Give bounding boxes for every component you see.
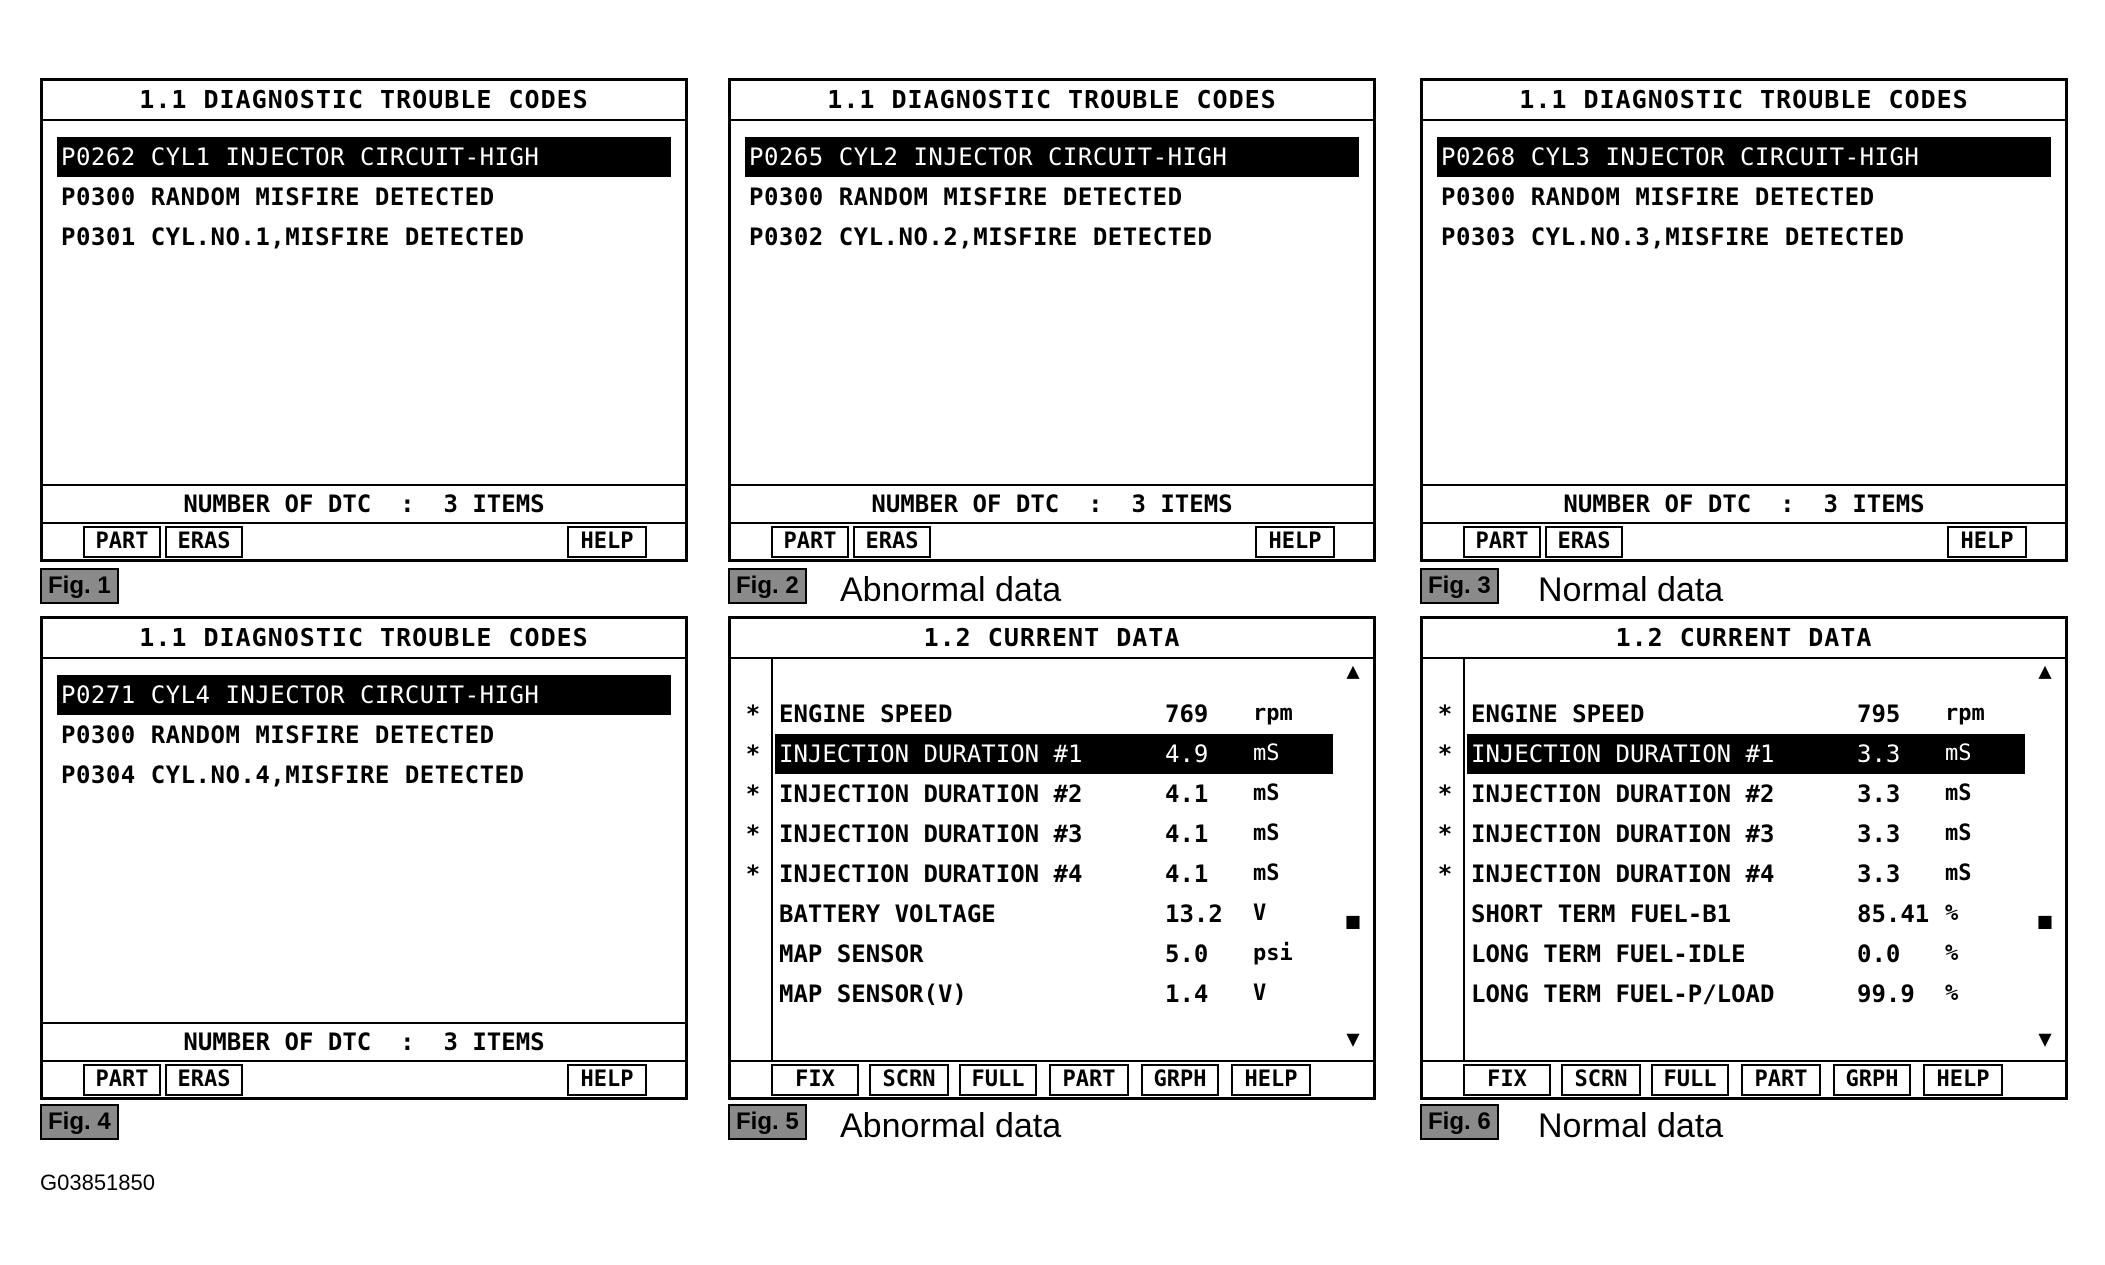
function-keys	[1423, 524, 2065, 559]
data-name: INJECTION DURATION #3	[1471, 820, 1775, 848]
data-value: 3.3	[1857, 780, 1901, 808]
fixed-star-icon: *	[1437, 700, 1453, 728]
part-button[interactable]: PART	[1049, 1064, 1129, 1096]
scroll-thumb-icon[interactable]: ■	[1346, 909, 1360, 934]
function-keys	[43, 1062, 685, 1097]
dtc-list	[1437, 137, 2051, 257]
dtc-item[interactable]: P0304 CYL.NO.4,MISFIRE DETECTED	[61, 761, 525, 789]
fixed-star-icon: *	[745, 860, 761, 888]
dtc-item[interactable]: P0300 RANDOM MISFIRE DETECTED	[1441, 183, 1875, 211]
data-row[interactable]	[731, 734, 1333, 774]
dtc-count: NUMBER OF DTC : 3 ITEMS	[43, 1022, 685, 1062]
scroll-thumb-icon[interactable]: ■	[2038, 909, 2052, 934]
panel-title: 1.1 DIAGNOSTIC TROUBLE CODES	[731, 81, 1373, 121]
data-row[interactable]	[731, 694, 1333, 734]
data-row[interactable]	[731, 974, 1333, 1014]
dtc-list	[57, 137, 671, 257]
scroll-down-icon[interactable]: ▼	[1346, 1027, 1360, 1052]
data-unit: %	[1945, 941, 1959, 966]
current-data-panel-fig5	[728, 616, 1376, 1100]
fix-button[interactable]: FIX	[1463, 1064, 1551, 1096]
data-row[interactable]	[1423, 694, 2025, 734]
data-row[interactable]	[731, 894, 1333, 934]
data-unit: V	[1253, 901, 1267, 926]
data-unit: mS	[1253, 821, 1280, 846]
data-name: INJECTION DURATION #2	[779, 780, 1083, 808]
part-button[interactable]: PART	[1741, 1064, 1821, 1096]
function-keys	[43, 524, 685, 559]
dtc-count: NUMBER OF DTC : 3 ITEMS	[731, 484, 1373, 524]
fixed-star-icon: *	[1437, 740, 1453, 768]
data-value: 4.1	[1165, 860, 1209, 888]
dtc-count: NUMBER OF DTC : 3 ITEMS	[1423, 484, 2065, 524]
dtc-item[interactable]: P0268 CYL3 INJECTOR CIRCUIT-HIGH	[1437, 137, 2051, 177]
figure-caption: Abnormal data	[840, 571, 1062, 609]
data-unit: rpm	[1253, 701, 1293, 726]
dtc-item[interactable]: P0262 CYL1 INJECTOR CIRCUIT-HIGH	[57, 137, 671, 177]
data-value: 3.3	[1857, 860, 1901, 888]
data-row[interactable]	[1423, 894, 2025, 934]
full-button[interactable]: FULL	[1651, 1064, 1729, 1096]
data-name: INJECTION DURATION #1	[779, 740, 1083, 768]
fixed-star-icon: *	[1437, 820, 1453, 848]
dtc-count: NUMBER OF DTC : 3 ITEMS	[43, 484, 685, 524]
dtc-panel-fig1	[40, 78, 688, 562]
eras-button[interactable]: ERAS	[853, 526, 931, 558]
data-unit: mS	[1253, 861, 1280, 886]
figure-label: Fig. 4	[40, 1104, 119, 1140]
data-value: 5.0	[1165, 940, 1209, 968]
panel-title: 1.2 CURRENT DATA	[1423, 619, 2065, 659]
help-button[interactable]: HELP	[567, 1064, 647, 1096]
dtc-item[interactable]: P0302 CYL.NO.2,MISFIRE DETECTED	[749, 223, 1213, 251]
panel-title: 1.2 CURRENT DATA	[731, 619, 1373, 659]
grph-button[interactable]: GRPH	[1833, 1064, 1911, 1096]
dtc-panel-fig4	[40, 616, 688, 1100]
scrn-button[interactable]: SCRN	[869, 1064, 949, 1096]
scrn-button[interactable]: SCRN	[1561, 1064, 1641, 1096]
dtc-panel-fig2	[728, 78, 1376, 562]
data-unit: psi	[1253, 941, 1293, 966]
data-name: LONG TERM FUEL-P/LOAD	[1471, 980, 1775, 1008]
data-list	[731, 694, 1333, 1014]
data-row[interactable]	[1423, 854, 2025, 894]
dtc-item[interactable]: P0303 CYL.NO.3,MISFIRE DETECTED	[1441, 223, 1905, 251]
data-value: 4.1	[1165, 780, 1209, 808]
function-keys	[731, 524, 1373, 559]
eras-button[interactable]: ERAS	[165, 1064, 243, 1096]
data-row[interactable]	[731, 934, 1333, 974]
data-name: ENGINE SPEED	[779, 700, 953, 728]
help-button[interactable]: HELP	[1923, 1064, 2003, 1096]
scroll-up-icon[interactable]: ▲	[1346, 659, 1360, 684]
figure-label: Fig. 5	[728, 1104, 807, 1140]
data-value: 795	[1857, 700, 1901, 728]
data-row[interactable]	[1423, 814, 2025, 854]
data-name: LONG TERM FUEL-IDLE	[1471, 940, 1746, 968]
figure-caption: Abnormal data	[840, 1107, 1062, 1145]
data-name: ENGINE SPEED	[1471, 700, 1645, 728]
data-name: MAP SENSOR(V)	[779, 980, 967, 1008]
data-value: 4.9	[1165, 740, 1209, 768]
panel-title: 1.1 DIAGNOSTIC TROUBLE CODES	[1423, 81, 2065, 121]
panel-title: 1.1 DIAGNOSTIC TROUBLE CODES	[43, 81, 685, 121]
data-name: BATTERY VOLTAGE	[779, 900, 996, 928]
data-unit: mS	[1945, 741, 1972, 766]
data-name: INJECTION DURATION #1	[1471, 740, 1775, 768]
help-button[interactable]: HELP	[1947, 526, 2027, 558]
data-value: 1.4	[1165, 980, 1209, 1008]
dtc-item[interactable]: P0265 CYL2 INJECTOR CIRCUIT-HIGH	[745, 137, 1359, 177]
figure-caption: Normal data	[1538, 1107, 1724, 1145]
data-unit: rpm	[1945, 701, 1985, 726]
data-unit: mS	[1253, 781, 1280, 806]
scroll-up-icon[interactable]: ▲	[2038, 659, 2052, 684]
figure-code: G03851850	[40, 1170, 155, 1195]
fixed-star-icon: *	[745, 820, 761, 848]
help-button[interactable]: HELP	[1255, 526, 1335, 558]
grph-button[interactable]: GRPH	[1141, 1064, 1219, 1096]
dtc-item[interactable]: P0300 RANDOM MISFIRE DETECTED	[61, 183, 495, 211]
data-unit: mS	[1253, 741, 1280, 766]
part-button[interactable]: PART	[771, 526, 849, 558]
fixed-star-icon: *	[1437, 780, 1453, 808]
function-keys	[1423, 1062, 2065, 1097]
data-row[interactable]	[1423, 774, 2025, 814]
fixed-star-icon: *	[745, 780, 761, 808]
part-button[interactable]: PART	[1463, 526, 1541, 558]
data-value: 4.1	[1165, 820, 1209, 848]
data-row[interactable]	[1423, 974, 2025, 1014]
part-button[interactable]: PART	[83, 1064, 161, 1096]
scroll-down-icon[interactable]: ▼	[2038, 1027, 2052, 1052]
dtc-list	[745, 137, 1359, 257]
data-row[interactable]	[731, 854, 1333, 894]
data-value: 13.2	[1165, 900, 1223, 928]
data-value: 769	[1165, 700, 1209, 728]
data-row[interactable]	[1423, 734, 2025, 774]
part-button[interactable]: PART	[83, 526, 161, 558]
data-row[interactable]	[731, 814, 1333, 854]
full-button[interactable]: FULL	[959, 1064, 1037, 1096]
figure-label: Fig. 3	[1420, 568, 1499, 604]
data-value: 85.41	[1857, 900, 1930, 928]
data-unit: mS	[1945, 781, 1972, 806]
data-name: INJECTION DURATION #4	[779, 860, 1083, 888]
data-name: INJECTION DURATION #3	[779, 820, 1083, 848]
eras-button[interactable]: ERAS	[165, 526, 243, 558]
dtc-item[interactable]: P0300 RANDOM MISFIRE DETECTED	[749, 183, 1183, 211]
data-list	[1423, 694, 2025, 1014]
data-value: 3.3	[1857, 820, 1901, 848]
current-data-panel-fig6	[1420, 616, 2068, 1100]
dtc-item[interactable]: P0271 CYL4 INJECTOR CIRCUIT-HIGH	[57, 675, 671, 715]
eras-button[interactable]: ERAS	[1545, 526, 1623, 558]
data-unit: V	[1253, 981, 1267, 1006]
fixed-star-icon: *	[1437, 860, 1453, 888]
data-name: INJECTION DURATION #4	[1471, 860, 1775, 888]
data-unit: mS	[1945, 861, 1972, 886]
data-row[interactable]	[731, 774, 1333, 814]
help-button[interactable]: HELP	[1231, 1064, 1311, 1096]
data-row[interactable]	[1423, 934, 2025, 974]
dtc-item[interactable]: P0301 CYL.NO.1,MISFIRE DETECTED	[61, 223, 525, 251]
data-unit: %	[1945, 901, 1959, 926]
fixed-star-icon: *	[745, 740, 761, 768]
help-button[interactable]: HELP	[567, 526, 647, 558]
figure-caption: Normal data	[1538, 571, 1724, 609]
fixed-star-icon: *	[745, 700, 761, 728]
dtc-panel-fig3	[1420, 78, 2068, 562]
figure-label: Fig. 2	[728, 568, 807, 604]
data-unit: mS	[1945, 821, 1972, 846]
data-value: 3.3	[1857, 740, 1901, 768]
fix-button[interactable]: FIX	[771, 1064, 859, 1096]
figure-label: Fig. 6	[1420, 1104, 1499, 1140]
function-keys	[731, 1062, 1373, 1097]
data-name: INJECTION DURATION #2	[1471, 780, 1775, 808]
data-unit: %	[1945, 981, 1959, 1006]
dtc-item[interactable]: P0300 RANDOM MISFIRE DETECTED	[61, 721, 495, 749]
data-value: 99.9	[1857, 980, 1915, 1008]
dtc-list	[57, 675, 671, 795]
data-name: MAP SENSOR	[779, 940, 924, 968]
data-name: SHORT TERM FUEL-B1	[1471, 900, 1732, 928]
data-value: 0.0	[1857, 940, 1901, 968]
panel-title: 1.1 DIAGNOSTIC TROUBLE CODES	[43, 619, 685, 659]
figure-label: Fig. 1	[40, 568, 119, 604]
